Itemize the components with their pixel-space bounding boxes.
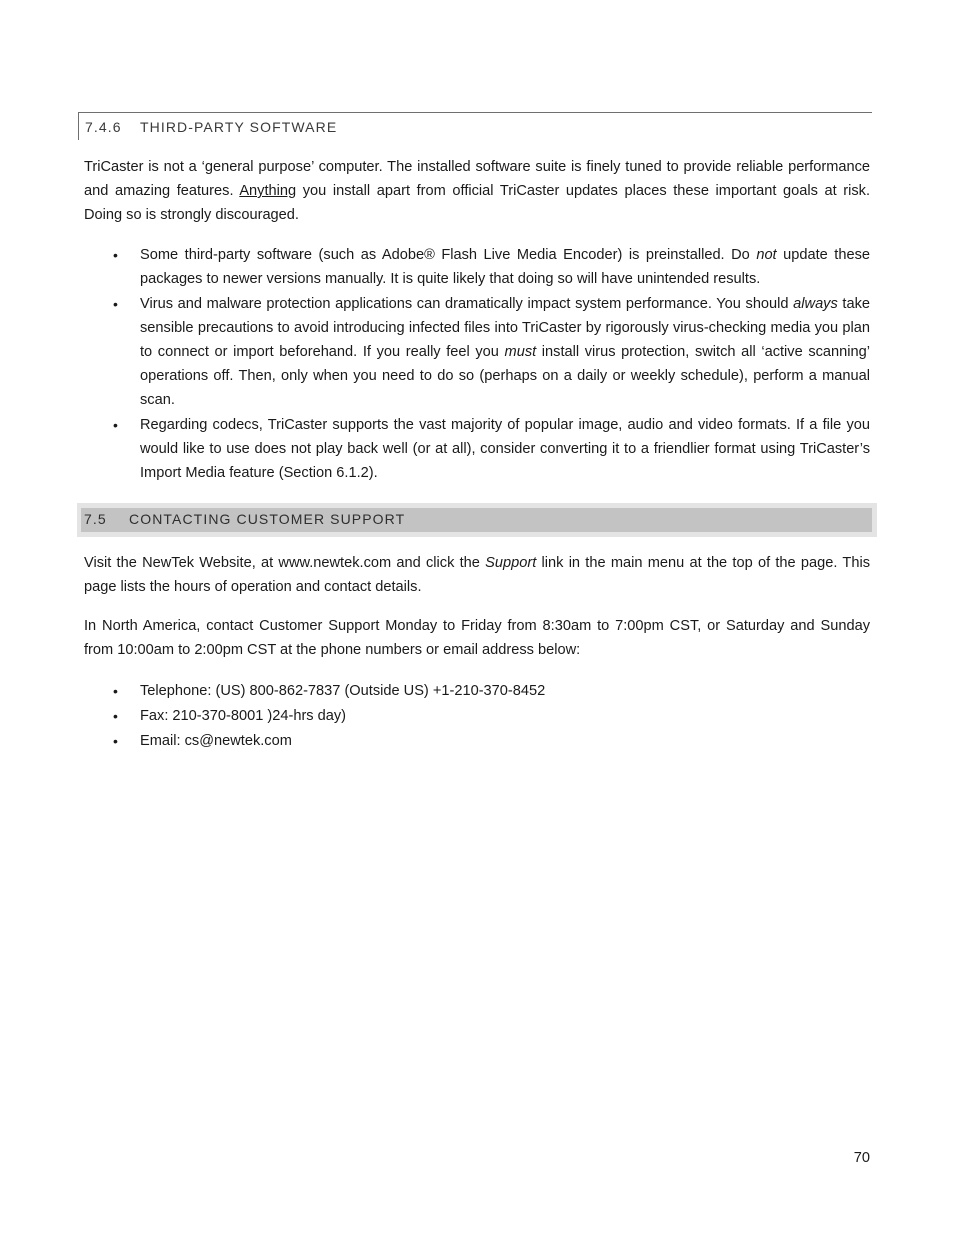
section-number: 7.4.6 [85, 119, 122, 135]
intro-text-2: you install apart from official TriCaster updates places these important goals at risk. Doing so is strongly discouraged. [84, 183, 871, 223]
bullet-text: Virus and malware protection applications can dramatically impact system performance. You should [140, 296, 794, 312]
bullet-icon: • [113, 733, 118, 749]
intro-text-1: TriCaster is not a ‘general purpose’ computer. The installed software suite is finely tuned to provide reliable performance and amazing features. [84, 159, 870, 199]
intro-underlined-word: Anything [239, 183, 297, 199]
software-bullet-list [0, 243, 870, 486]
section-heading-7-4-6 [78, 112, 872, 140]
bullet-text: Some third-party software (such as Adobe® Flash Live Media Encoder) is preinstalled. Do [140, 247, 757, 263]
contact-fax: Fax: 210-370-8001 )24-hrs day) [140, 708, 347, 724]
bullet-emphasis: always [793, 296, 838, 312]
section-title: THIRD-PARTY SOFTWARE [140, 119, 338, 135]
section-title: CONTACTING CUSTOMER SUPPORT [129, 511, 406, 527]
list-item [0, 243, 870, 291]
section-number: 7.5 [84, 511, 107, 527]
list-item [0, 679, 870, 703]
page-number: 70 [853, 1150, 870, 1166]
bullet-text: Regarding codecs, TriCaster supports the vast majority of popular image, audio and video formats. If a file you would like to use does not play back well (or at all), consider converting it to a friendlier format using TriCaster’s Import Media feature (Section 6.1.2). [140, 417, 870, 481]
support-hours-paragraph: In North America, contact Customer Support Monday to Friday from 8:30am to 7:00pm CST, or Saturday and Sunday from 10:00am to 2:00pm CST at the phone numbers or email address below: [84, 618, 870, 658]
bullet-text: install virus protection, switch all ‘active scanning’ operations off. Then, only when you need to do so (perhaps on a daily or weekly schedule), perform a manual scan. [140, 344, 870, 408]
bullet-emphasis: must [504, 344, 537, 360]
list-item [0, 292, 870, 412]
bullet-emphasis: not [756, 247, 777, 263]
bullet-icon: • [113, 708, 118, 724]
bullet-icon: • [113, 417, 118, 433]
intro-paragraph [84, 155, 870, 227]
bullet-text: take sensible precautions to avoid introducing infected files into TriCaster by rigorously virus-checking media you plan to connect or import beforehand. If you really feel you [140, 296, 870, 360]
section-heading-bar [81, 508, 872, 532]
contact-telephone: Telephone: (US) 800-862-7837 (Outside US) +1-210-370-8452 [140, 683, 546, 699]
contact-email: Email: cs@newtek.com [140, 733, 292, 749]
list-item [0, 704, 870, 728]
list-item [0, 729, 870, 753]
bullet-text: update these packages to newer versions manually. It is quite likely that doing so will have unintended results. [140, 247, 871, 287]
bullet-icon: • [113, 296, 118, 312]
paragraph-text: link in the main menu at the top of the page. This page lists the hours of operation and contact details. [84, 555, 870, 595]
bullet-icon: • [113, 247, 118, 263]
list-item [0, 413, 870, 485]
section-heading-7-5 [77, 503, 877, 537]
contact-bullet-list [0, 679, 870, 754]
bullet-icon: • [113, 683, 118, 699]
support-website-paragraph [84, 551, 870, 599]
support-emphasis: Support [485, 555, 537, 571]
paragraph-text: Visit the NewTek Website, at www.newtek.com and click the [84, 555, 486, 571]
